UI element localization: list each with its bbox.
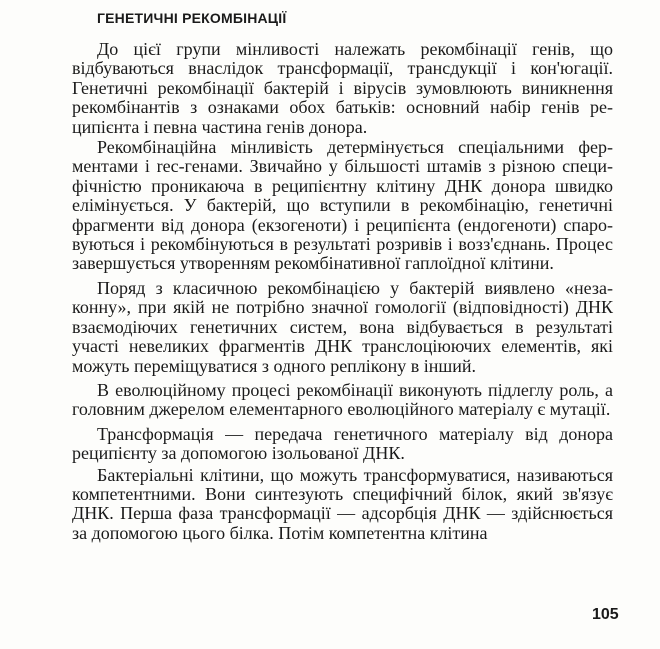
paragraph: Бактеріальні клітини, що можуть трансформуватися, називаються компетентними. Вони синтезують специфічний білок, який зв'язує ДНК. Перша фаза трансформації — адсорбція ДНК — здійснюється за допомогою цього білка. Потім компетентна клітина [72, 464, 613, 543]
paragraph: Трансформація — передача генетичного матеріалу від донора реципієнту за допомогою ізольованої ДНК. [72, 423, 613, 464]
paragraph: Рекомбінаційна мінливість детермінується спеціальними ферментами і rec-генами. Звичайно у більшості штамів з різною специфічністю проникаюча в реципієнтну клітину ДНК донора швидко елімінується. У бактерій, що вступили в рекомбінацію, генетичні фрагменти від донора (екзогеноти) і реципієнта (ендогеноти) спаровуються і рекомбінуються в результаті розривів і возз'єднань. Процес завершується утворенням рекомбінативної гаплоїдної клітини. [72, 137, 613, 274]
page-number: 105 [592, 606, 619, 623]
paragraph: Поряд з класичною рекомбінацією у бактерій виявлено «незаконну», при якій не потрібно значної гомології (відповідності) ДНК взаємодіючих генетичних систем, вона відбувається в результаті участі невеликих фрагментів ДНК транслоціюючих елементів, які можуть переміщуватися з одного реплікону в інший. [72, 277, 613, 376]
paragraph: До цієї групи мінливості належать рекомбінації генів, що відбуваються внаслідок трансформації, трансдукції і кон'югації. Генетичні рекомбінації бактерій і вірусів зумовлюють виникнення рекомбінантів з ознаками обох батьків: основний набір генів реципієнта і певна частина генів донора. [72, 39, 613, 137]
paragraph: В еволюційному процесі рекомбінації виконують підлеглу роль, а головним джерелом елементарного еволюційного матеріалу є мутації. [72, 379, 613, 420]
body-text [72, 40, 613, 543]
section-heading: ГЕНЕТИЧНІ РЕКОМБІНАЦІЇ [97, 10, 287, 26]
